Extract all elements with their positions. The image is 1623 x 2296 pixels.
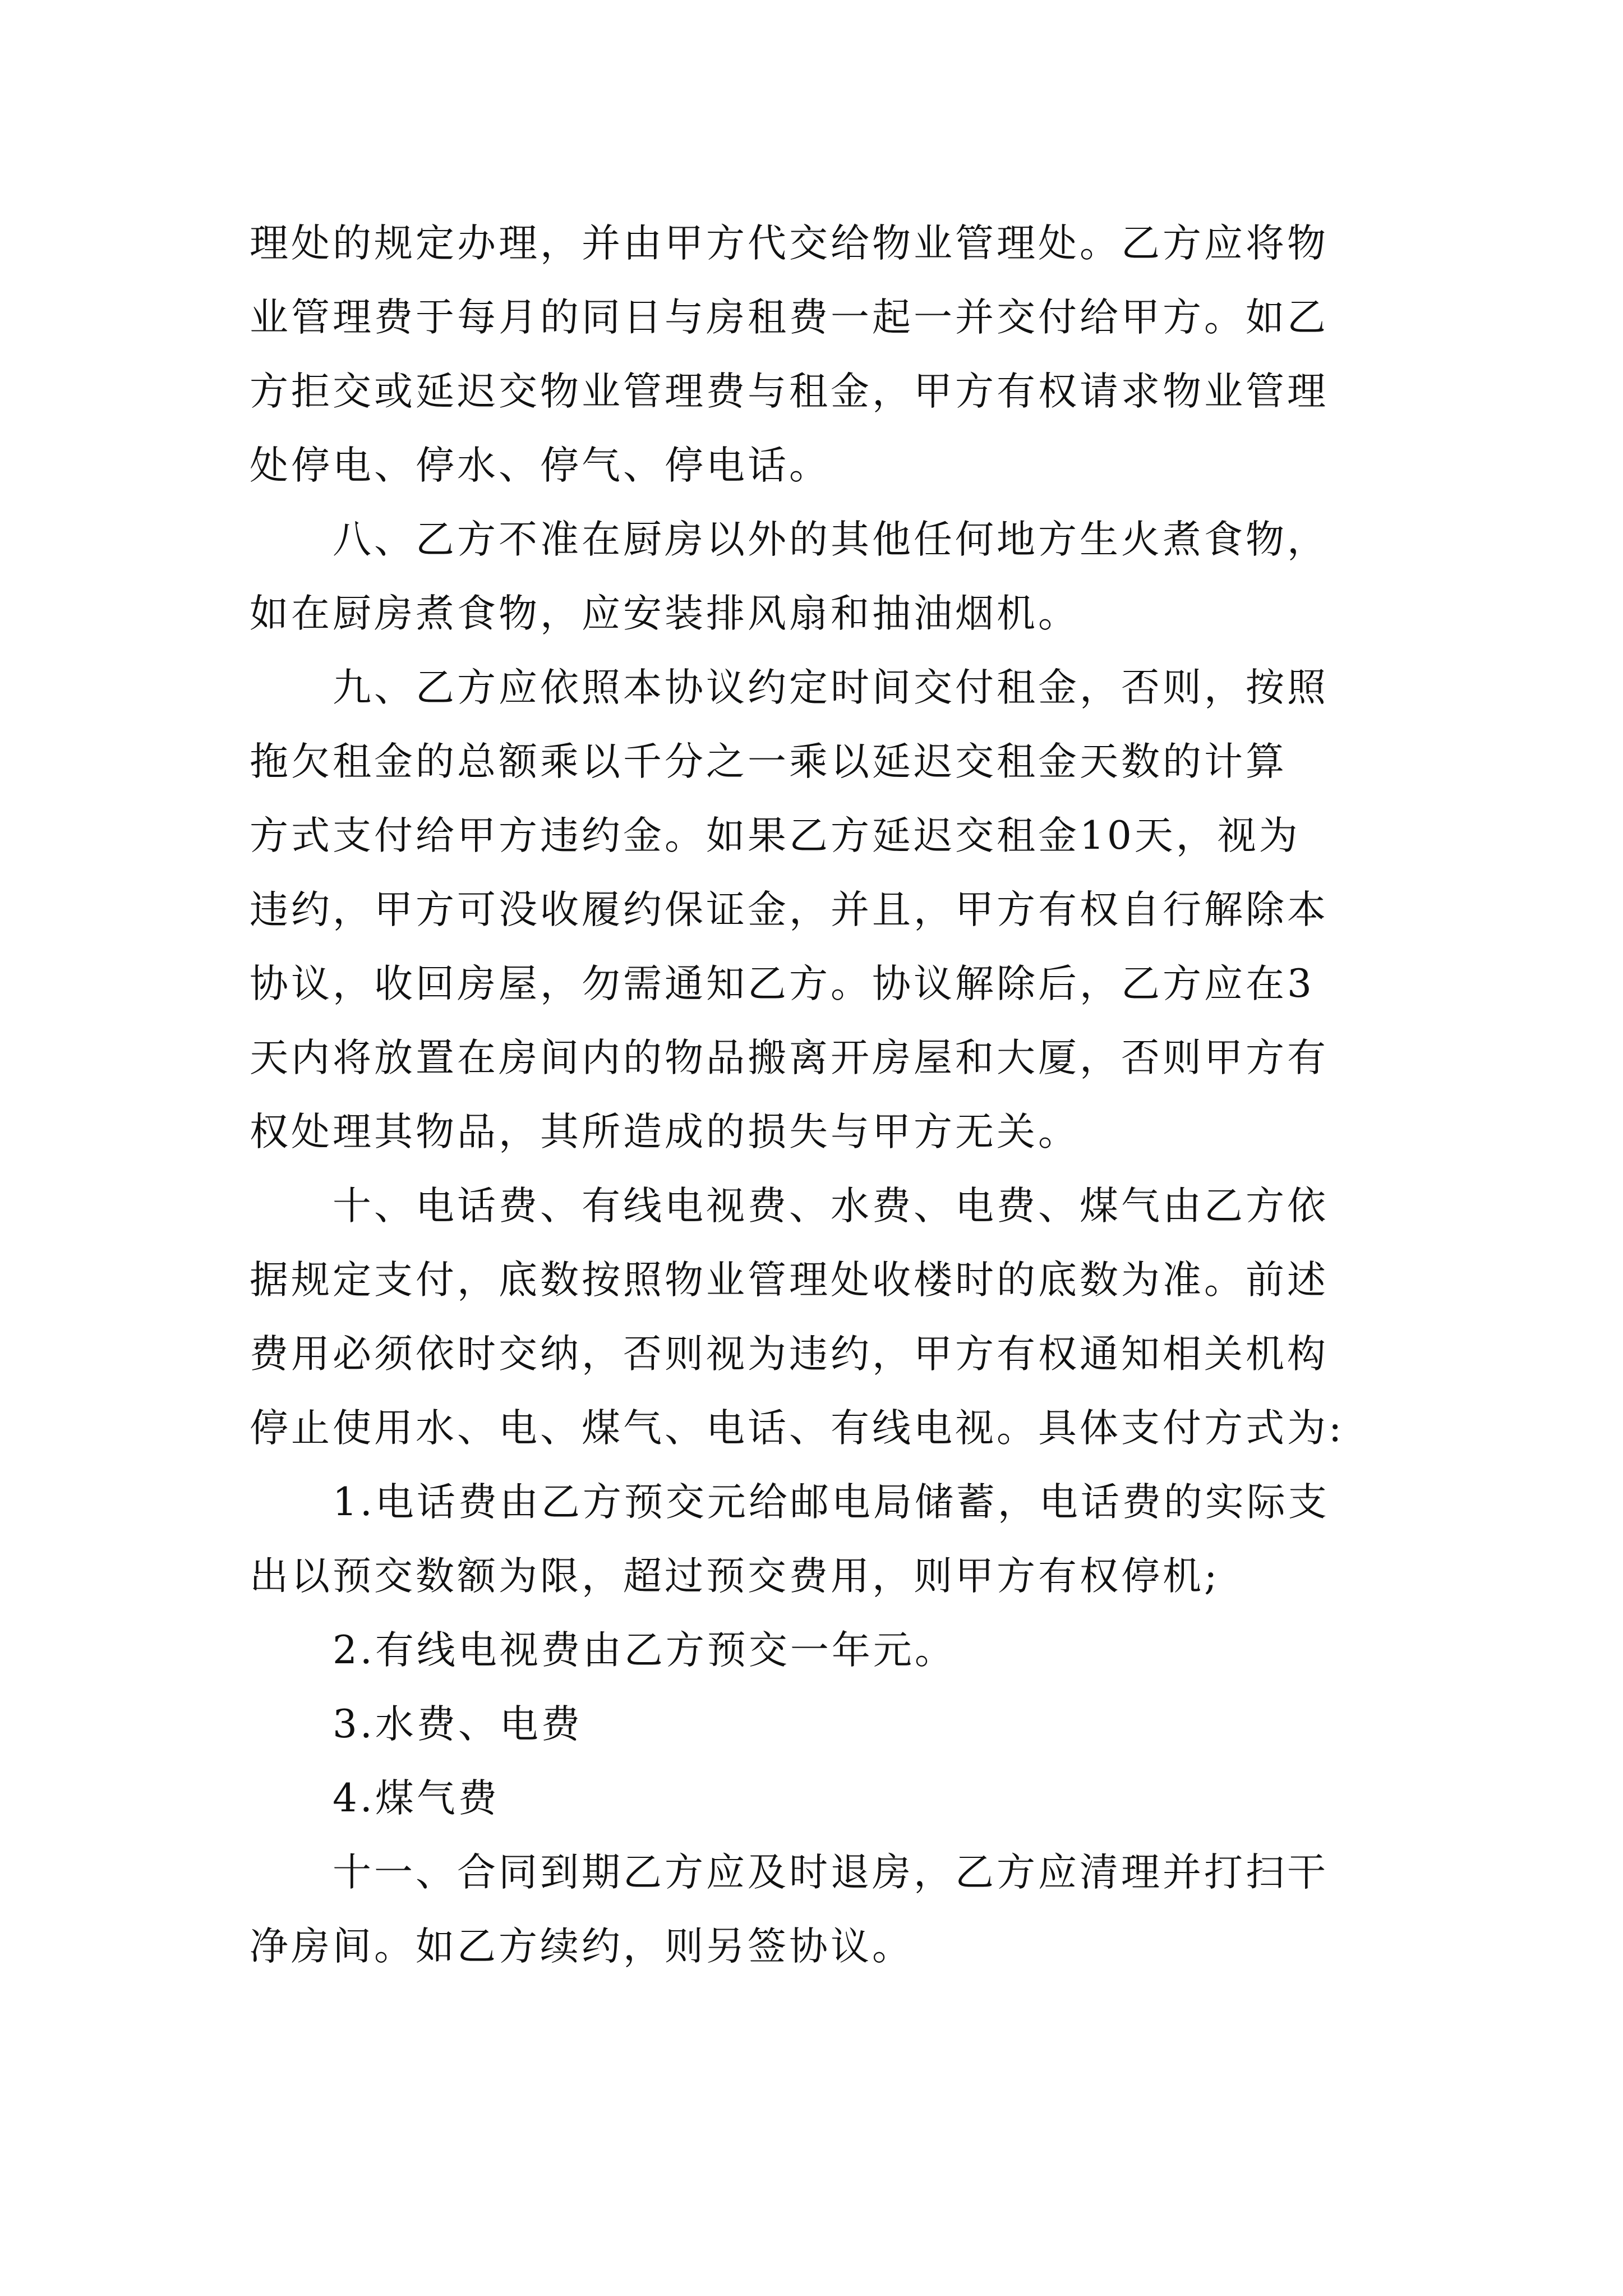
text-line: 违约，甲方可没收履约保证金，并且，甲方有权自行解除本 (250, 887, 1329, 932)
document-body (250, 206, 1388, 1984)
list-item-1-first-line: 1.电话费由乙方预交元给邮电局储蓄，电话费的实际支 (333, 1480, 1330, 1525)
text-line: 权处理其物品，其所造成的损失与甲方无关。 (250, 1110, 1080, 1154)
clause-8-first-line: 八、乙方不准在厨房以外的其他任何地方生火煮食物， (333, 517, 1329, 562)
text-line: 如在厨房煮食物，应安装排风扇和抽油烟机。 (250, 591, 1080, 636)
text-line: 停止使用水、电、煤气、电话、有线电视。具体支付方式为: (250, 1406, 1345, 1451)
clause-10-first-line: 十、电话费、有线电视费、水费、电费、煤气由乙方依 (333, 1184, 1329, 1228)
text-line: 理处的规定办理，并由甲方代交给物业管理处。乙方应将物 (250, 221, 1329, 266)
text-line: 处停电、停水、停气、停电话。 (250, 443, 831, 488)
text-line: 协议，收回房屋，勿需通知乙方。协议解除后，乙方应在3 (250, 961, 1315, 1006)
text-line: 方式支付给甲方违约金。如果乙方延迟交租金10天，视为 (250, 813, 1301, 858)
text-line: 净房间。如乙方续约，则另签协议。 (250, 1924, 914, 1969)
text-line: 方拒交或延迟交物业管理费与租金，甲方有权请求物业管理 (250, 369, 1329, 414)
text-line: 天内将放置在房间内的物品搬离开房屋和大厦，否则甲方有 (250, 1036, 1329, 1080)
text-line: 出以预交数额为限，超过预交费用，则甲方有权停机; (250, 1554, 1220, 1599)
clause-11-first-line: 十一、合同到期乙方应及时退房，乙方应清理并打扫干 (333, 1850, 1329, 1895)
text-line: 业管理费于每月的同日与房租费一起一并交付给甲方。如乙 (250, 295, 1329, 340)
text-line: 拖欠租金的总额乘以千分之一乘以延迟交租金天数的计算 (250, 739, 1287, 784)
text-line: 费用必须依时交纳，否则视为违约，甲方有权通知相关机构 (250, 1332, 1329, 1377)
text-line: 据规定支付，底数按照物业管理处收楼时的底数为准。前述 (250, 1258, 1329, 1303)
list-item-2: 2.有线电视费由乙方预交一年元。 (333, 1628, 956, 1673)
list-item-3: 3.水费、电费 (333, 1702, 583, 1747)
clause-9-first-line: 九、乙方应依照本协议约定时间交付租金，否则，按照 (333, 665, 1329, 710)
list-item-4: 4.煤气费 (333, 1776, 500, 1821)
